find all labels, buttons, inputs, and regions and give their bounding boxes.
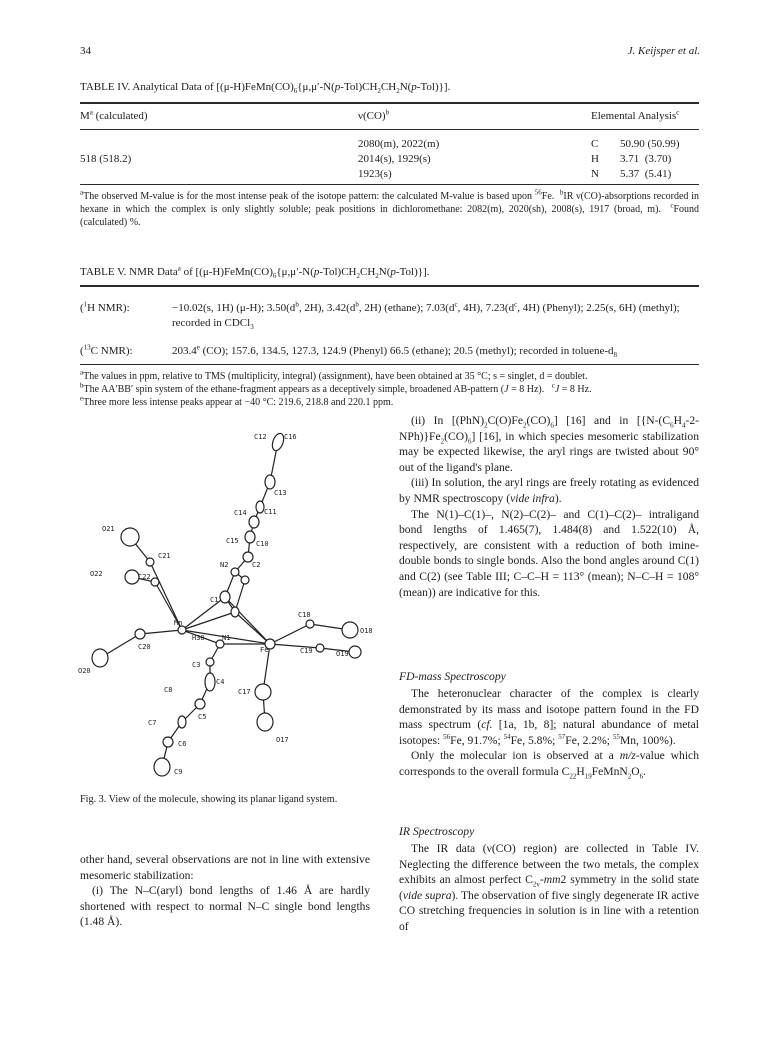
- atom-label: C10: [256, 540, 269, 548]
- ir-section: [399, 841, 699, 935]
- atom-label: Mn: [174, 619, 183, 627]
- right-column: [399, 413, 699, 600]
- paragraph: other hand, several observations are not in line with extensive mesomeric stabilization:: [80, 853, 370, 882]
- atom-label: C21: [158, 552, 171, 560]
- paragraph: The heteronuclear character of the complex is clearly demonstrated by its mass and isotope pattern found in the FD mass spectrum (cf. [1a, 1b, 8]; natural abundance of metal isotopes: $^{56}$Fe, 91.7%; $^{54}$Fe, 5.8%; $^{57}$Fe, 2.2%; $^{55}$Mn, 100%).: [399, 687, 699, 747]
- table4-element: H: [591, 153, 599, 165]
- atom-label: C13: [274, 489, 287, 497]
- table4-element: N: [591, 168, 599, 180]
- table4-co-line: 2014(s), 1929(s): [358, 153, 431, 165]
- table5-h-text: −10.02(s, 1H) (μ-H); $3.50(d^b$, 2H), $3.42(d^b$, 2H) (ethane); $7.03(d^c$, 4H), $7.23(d^c$, 4H) (Phenyl); 2.25(s, 6H) (methyl); recorded in CDCl$_3$: [172, 300, 680, 332]
- atom-label: O21: [102, 525, 115, 533]
- table4-header-rule: [80, 129, 699, 130]
- molecule-figure: [70, 412, 380, 797]
- atom-label: O18: [360, 627, 373, 635]
- atom-label: C11: [264, 508, 277, 516]
- atom-label: C17: [238, 688, 251, 696]
- table5-c-label: ($^{13}$C NMR):: [80, 343, 133, 357]
- atom-label: O20: [78, 667, 91, 675]
- atom-label: C7: [148, 719, 157, 727]
- table4-col-mass-header: $M^a$ (calculated): [80, 108, 148, 122]
- atom-label: C20: [138, 643, 151, 651]
- table4-footnote: $^a$The observed M-value is for the most intense peak of the isotope pattern: the calculated M-value is based upon $^{56}$Fe. $^b$IR ν(CO)-absorptions recorded in hexane in which the complex is only slightly soluble; peak positions in dichloromethane: 2082(m), 2020(sh), 2008(s), 1917 (broad, m). $^c$Found (calculated) %.: [80, 188, 699, 228]
- atom-label: C9: [174, 768, 183, 776]
- running-title: J. Keijsper et al.: [627, 45, 700, 57]
- atom-label: O19: [336, 650, 349, 658]
- paragraph: The IR data (ν(CO) region) are collected in Table IV. Neglecting the difference between the two metals, the complex exhibits an almost perfect $C_{2v}-mm2$ symmetry in the solid state (vide supra). The observation of five singly degenerate IR active CO stretching frequencies in solution is in line with a retention of: [399, 842, 699, 933]
- section-heading-ir: IR Spectroscopy: [399, 825, 475, 838]
- paragraph: (iii) In solution, the aryl rings are freely rotating as evidenced by NMR spectroscopy (vide infra).: [399, 476, 699, 505]
- table4-col-co-header: ν(CO)$^b$: [358, 108, 390, 122]
- table5-h-label: ($^1$H NMR):: [80, 300, 130, 314]
- atom-label: C16: [284, 433, 297, 441]
- figure-caption: Fig. 3. View of the molecule, showing its planar ligand system.: [80, 794, 338, 805]
- atom-label: O17: [276, 736, 289, 744]
- atom-label: C19: [300, 647, 313, 655]
- table4-bottom-rule: [80, 184, 699, 185]
- table5-bottom-rule: [80, 364, 699, 365]
- table4-element-value: 50.90 (50.99): [620, 138, 680, 150]
- atom-label: C12: [254, 433, 267, 441]
- table4-top-rule: [80, 102, 699, 104]
- atom-label: N1: [222, 634, 231, 642]
- fd-section: [399, 686, 699, 780]
- atom-label: Fe: [260, 646, 269, 654]
- atom-label: H30: [192, 634, 205, 642]
- atom-label: C1: [210, 596, 219, 604]
- section-heading-fd: FD-mass Spectroscopy: [399, 670, 506, 683]
- table4-title: TABLE IV. Analytical Data of $[(\mu-H)FeMn(CO)_6\{\mu,\mu'-N(p-Tol)CH_2CH_2N(p-Tol)\}]$.: [80, 81, 451, 96]
- left-column: [80, 852, 370, 930]
- table5-top-rule: [80, 285, 699, 287]
- paragraph: (i) The N–C(aryl) bond lengths of 1.46 Å are hardly shortened with respect to normal N–C single bond lengths (1.48 Å).: [80, 884, 370, 929]
- table5-c-text: 203.4e (CO); 157.6, 134.5, 127.3, 124.9 (Phenyl) 66.5 (ethane); 20.5 (methyl); recorded in toluene-$d_8$: [172, 343, 617, 360]
- atom-label: C8: [164, 686, 173, 694]
- table4-col-analysis-header: Elemental Analysis$^c$: [591, 108, 680, 122]
- atom-label: C15: [226, 537, 239, 545]
- atom-label: C6: [178, 740, 187, 748]
- atom-label: C14: [234, 509, 247, 517]
- atom-label: C2: [252, 561, 261, 569]
- atom-label: N2: [220, 561, 229, 569]
- paragraph: Only the molecular ion is observed at a m/z-value which corresponds to the overall formula $C_{22}H_{19}FeMnN_2O_6$.: [399, 749, 699, 781]
- table4-element-value: 3.71 (3.70): [620, 153, 672, 165]
- atom-label: C5: [198, 713, 207, 721]
- table4-element-value: 5.37 (5.41): [620, 168, 672, 180]
- paragraph: (ii) In $[(PhN)_2C(O)Fe_2(CO)_6]$ [16] and in $[\{N-(C_6H_4-2-NPh)\}Fe_2(CO)_6]$ [16], in which species mesomeric stabilization may be expected likewise, the aryl rings are twisted about 90° out of the ligand's plane.: [399, 414, 700, 474]
- table5-footnote: $^a$The values in ppm, relative to TMS (multiplicity, integral) (assignment), have been obtained at 35 °C; s = singlet, d = doublet. $^b$The AA′BB′ spin system of the ethane-fragment appears as a deceptively simple, broadened AB-pattern (J = 8 Hz). $^c$J = 8 Hz. $^e$Three more less intense peaks appear at −40 °C: 219.6, 218.8 and 220.1 ppm.: [80, 368, 592, 408]
- atom-label: C22: [138, 573, 151, 581]
- atom-label: C4: [216, 678, 225, 686]
- atom-label: C3: [192, 661, 201, 669]
- page-number: 34: [80, 45, 91, 57]
- atom-label: C18: [298, 611, 311, 619]
- table4-mass: 518 (518.2): [80, 153, 132, 165]
- table4-co-line: 1923(s): [358, 168, 392, 180]
- table4-co-line: 2080(m), 2022(m): [358, 138, 440, 150]
- table4-element: C: [591, 138, 599, 150]
- atom-label: O22: [90, 570, 103, 578]
- table5-title: TABLE V. NMR Data$^a$ of $[(\mu-H)FeMn(CO)_6\{\mu,\mu'-N(p-Tol)CH_2CH_2N(p-Tol)\}]$.: [80, 264, 430, 281]
- paragraph: The N(1)–C(1)–, N(2)–C(2)– and C(1)–C(2)– intraligand bond lengths of 1.465(7), 1.484(8) and 1.522(10) Å, respectively, are consistent with a reduction of both imine-double bonds to single bonds. Also the bond angles around C(1) and C(2) (see Table III; C–C–H = 113° (mean); N–C–H = 108° (mean)) are indicative for this.: [399, 507, 699, 599]
